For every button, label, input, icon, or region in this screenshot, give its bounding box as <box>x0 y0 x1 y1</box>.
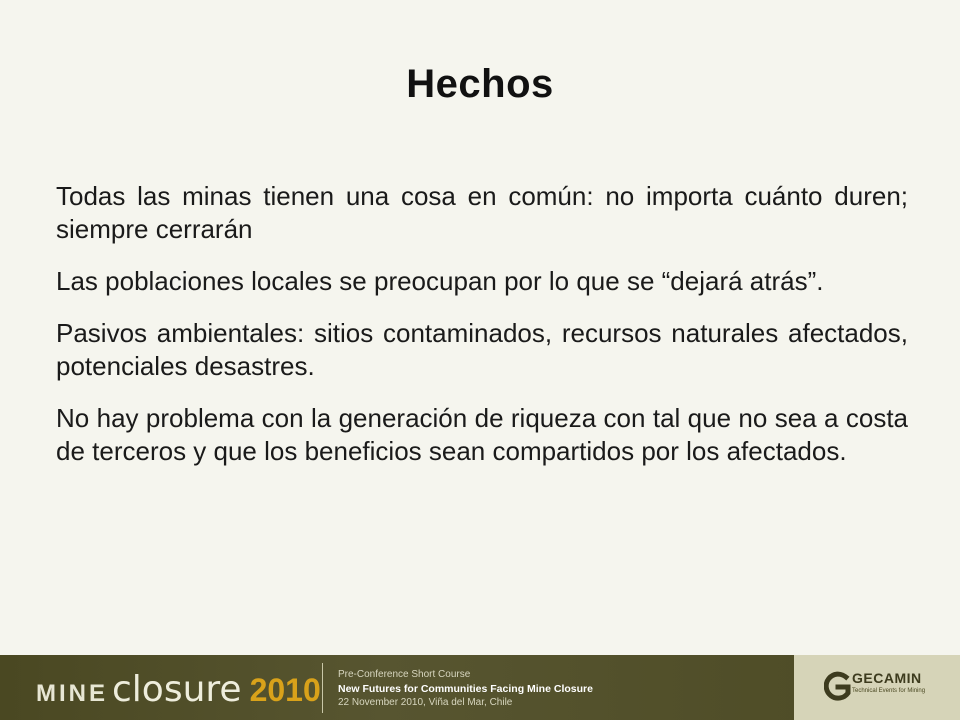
gecamin-tagline: Technical Events for Mining <box>852 688 926 694</box>
event-date: 22 November 2010, Viña del Mar, Chile <box>338 697 513 708</box>
gecamin-logo <box>794 655 960 720</box>
paragraph-1: Todas las minas tienen una cosa en común: no importa cuánto duren; siempre cerrarán <box>56 181 908 244</box>
event-title: New Futures for Communities Facing Mine Closure <box>338 683 593 695</box>
paragraph-4: No hay problema con la generación de riqueza con tal que no sea a costa de terceros y que los beneficios sean compartidos por los afectados. <box>56 403 908 466</box>
gecamin-name: GECAMIN <box>852 670 922 686</box>
paragraph-2: Las poblaciones locales se preocupan por lo que se “dejará atrás”. <box>56 266 824 296</box>
slide-body <box>56 180 908 487</box>
logo-closure-text: closure <box>112 669 242 710</box>
footer-divider <box>322 663 323 713</box>
mine-closure-logo <box>36 669 321 710</box>
paragraph-3: Pasivos ambientales: sitios contaminados, recursos naturales afectados, potenciales desastres. <box>56 318 908 381</box>
event-info <box>338 668 593 710</box>
event-subtitle: Pre-Conference Short Course <box>338 669 471 680</box>
gecamin-g-icon <box>824 669 852 705</box>
logo-mine-text: MINE <box>36 680 108 707</box>
slide-title: Hechos <box>406 62 554 106</box>
logo-year-text: 2010 <box>249 672 321 708</box>
